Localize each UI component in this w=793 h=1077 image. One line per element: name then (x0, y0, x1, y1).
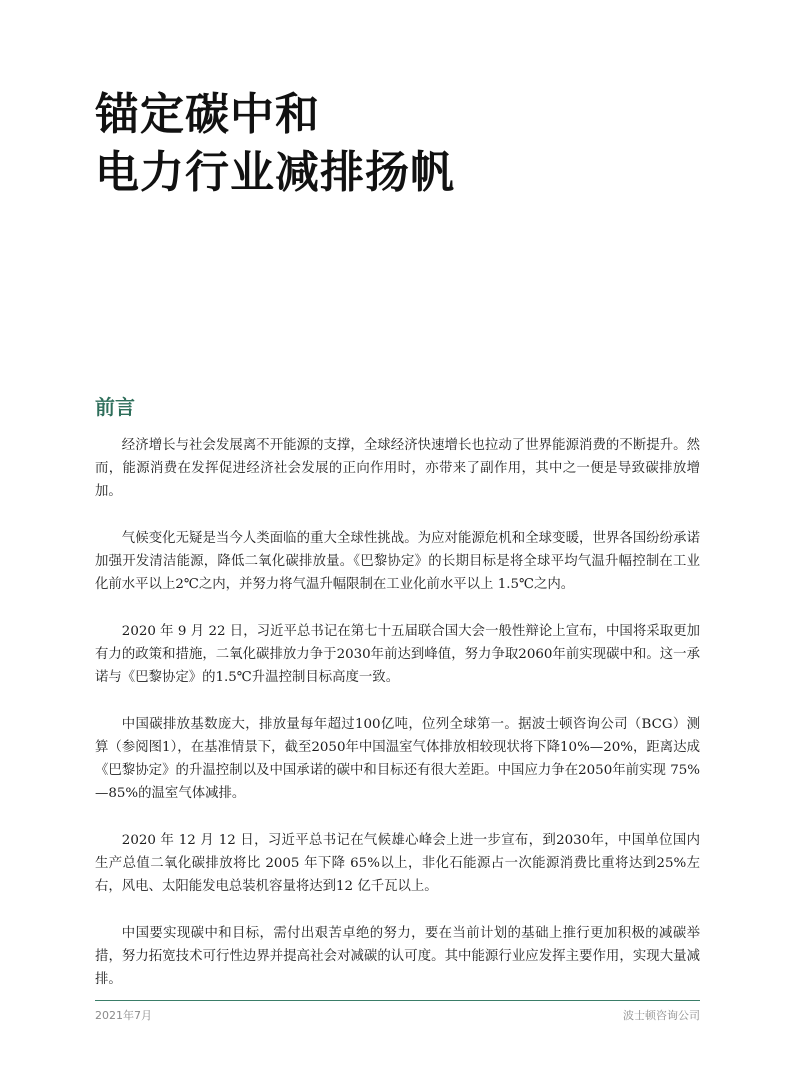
paragraph-3: 2020 年 9 月 22 日，习近平总书记在第七十五届联合国大会一般性辩论上宣布，中国将采取更加有力的政策和措施，二氧化碳排放力争于2030年前达到峰值，努力争取2060年前实现碳中和。这一承诺与《巴黎协定》的1.5℃升温控制目标高度一致。 (95, 624, 700, 685)
title-line-1: 锚定碳中和 (95, 89, 320, 140)
footer-divider (95, 1000, 700, 1001)
body-text (95, 434, 700, 1015)
footer-date: 2021年7月 (95, 1009, 152, 1022)
paragraph-4: 中国碳排放基数庞大，排放量每年超过100亿吨，位列全球第一。据波士顿咨询公司（BCG）测算（参阅图1），在基准情景下，截至2050年中国温室气体排放相较现状将下降10%—20%，距离达成《巴黎协定》的升温控制以及中国承诺的碳中和目标还有很大差距。中国应力争在2050年前实现 75%—85%的温室气体减排。 (95, 717, 700, 801)
paragraph-2: 气候变化无疑是当今人类面临的重大全球性挑战。为应对能源危机和全球变暖，世界各国纷纷承诺加强开发清洁能源，降低二氧化碳排放量。《巴黎协定》的长期目标是将全球平均气温升幅控制在工业化前水平以上2℃之内，并努力将气温升幅限制在工业化前水平以上 1.5℃之内。 (95, 531, 700, 592)
page-title (95, 86, 455, 202)
paragraph-5: 2020 年 12 月 12 日，习近平总书记在气候雄心峰会上进一步宣布，到2030年，中国单位国内生产总值二氧化碳排放将比 2005 年下降 65%以上，非化石能源占一次能源消费比重将达到25%左右，风电、太阳能发电总装机容量将达到12 亿千瓦以上。 (95, 833, 700, 894)
section-heading: 前言 (95, 395, 135, 419)
footer-publisher: 波士顿咨询公司 (623, 1009, 700, 1022)
paragraph-1: 经济增长与社会发展离不开能源的支撑，全球经济快速增长也拉动了世界能源消费的不断提升。然而，能源消费在发挥促进经济社会发展的正向作用时，亦带来了副作用，其中之一便是导致碳排放增加。 (95, 438, 700, 499)
paragraph-6: 中国要实现碳中和目标，需付出艰苦卓绝的努力，要在当前计划的基础上推行更加积极的减碳举措，努力拓宽技术可行性边界并提高社会对减碳的认可度。其中能源行业应发挥主要作用，实现大量减排。 (95, 926, 700, 987)
title-line-2: 电力行业减排扬帆 (95, 147, 455, 198)
